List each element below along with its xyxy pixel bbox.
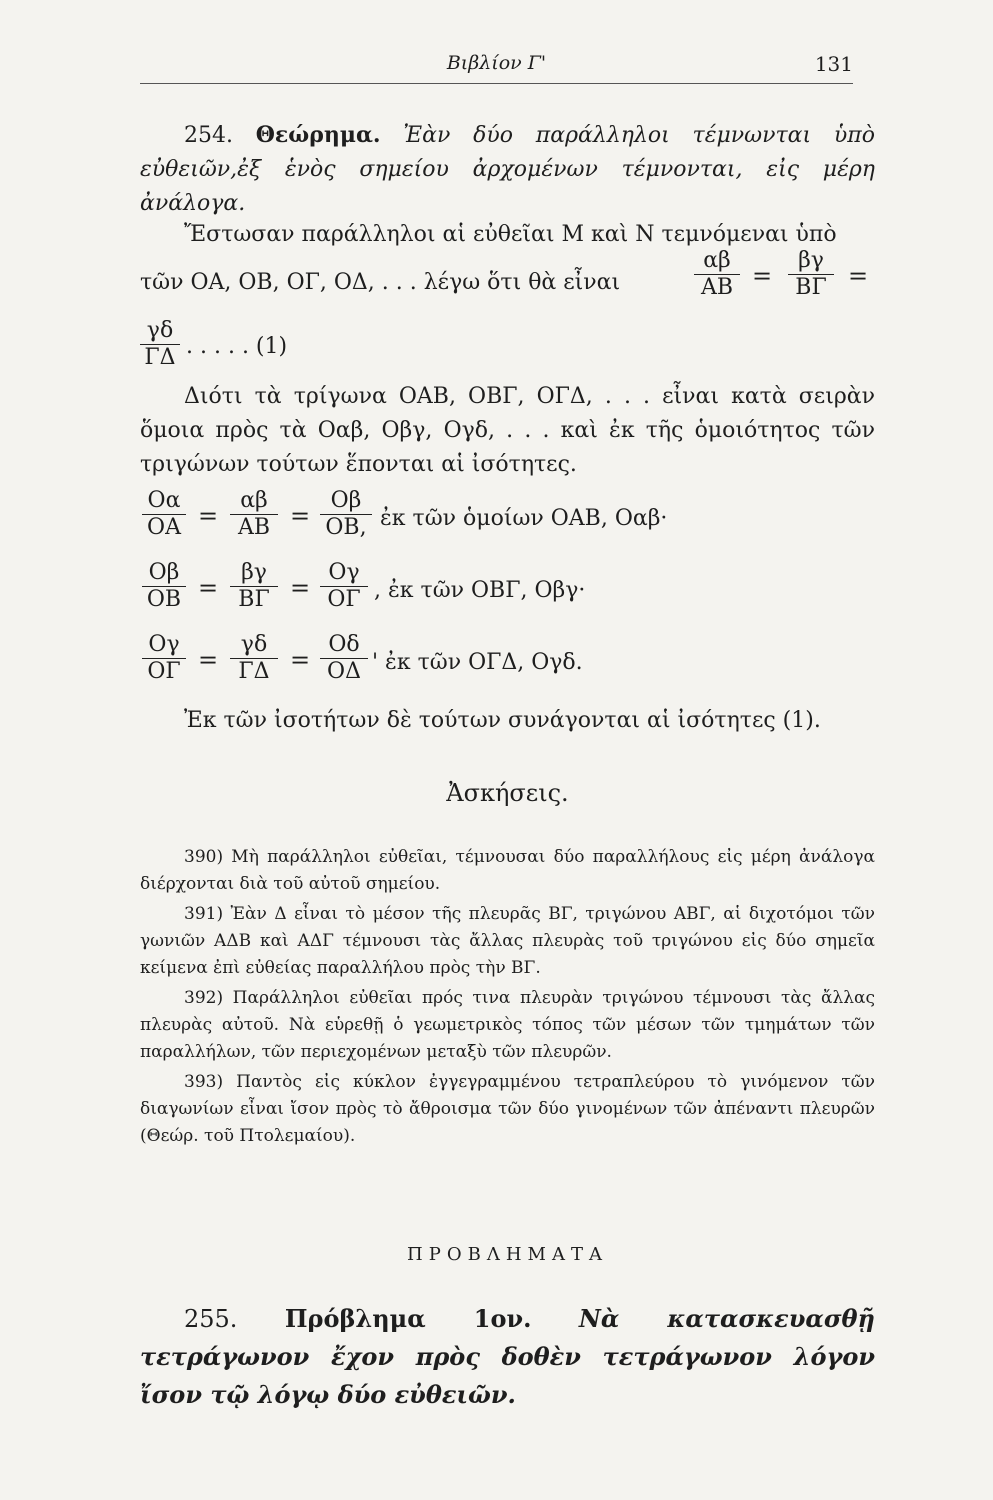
- eq3-a-num: Ογ: [148, 632, 180, 657]
- theorem-text: Ἐὰν δύο παράλληλοι τέμνωνται ὑπὸ εὐθειῶν,ἐξ ἑνὸς σημείου ἀρχομένων τέμνονται, εἰς μέρη ἀνάλογα.: [140, 123, 875, 216]
- problem-label: Πρόβλημα 1ον.: [284, 1304, 532, 1333]
- eq1-fraction-a: [140, 488, 188, 541]
- eq2-note: , ἐκ τῶν ΟΒΓ, Οβγ·: [374, 578, 586, 603]
- eq2-c-num: Ογ: [328, 560, 360, 585]
- claim-f1-num: αβ: [703, 248, 731, 273]
- eq3-note: ' ἐκ τῶν ΟΓΔ, Ογδ.: [372, 650, 583, 675]
- claim-fraction-3: [138, 318, 182, 371]
- claim-f3-num: γδ: [146, 318, 174, 343]
- exercise-390: 390) Μὴ παράλληλοι εὐθεῖαι, τέμνουσαι δύο παραλλήλους εἰς μέρη ἀνάλογα διέρχονται διὰ τοῦ αὐτοῦ σημείου.: [140, 847, 875, 894]
- eq2-b-den: ΒΓ: [238, 587, 270, 612]
- claim-f3-den: ΓΔ: [144, 345, 176, 370]
- eq1-fraction-c: [318, 488, 374, 541]
- claim-tail: . . . . . (1): [186, 334, 288, 359]
- claim-fraction-2: [786, 248, 836, 301]
- theorem-setup-line1: Ἔστωσαν παράλληλοι αἱ εὐθεῖαι Μ καὶ Ν τεμνόμεναι ὑπὸ: [184, 222, 837, 247]
- eq2-a-den: ΟΒ: [146, 587, 182, 612]
- problem-statement: Νὰ κατασκευασθῇ τετράγωνον ἔχον πρὸς δοθὲν τετράγωνον λόγον ἴσον τῷ λόγῳ δύο εὐθειῶν.: [140, 1304, 875, 1409]
- claim-fraction-1: [692, 248, 742, 301]
- equals-sign: =: [290, 646, 311, 674]
- eq3-fraction-b: [228, 632, 280, 685]
- eq3-c-den: ΟΔ: [327, 659, 361, 684]
- eq1-a-den: ΟΑ: [147, 515, 181, 540]
- eq2-a-num: Οβ: [148, 560, 180, 585]
- exercise-392: 392) Παράλληλοι εὐθεῖαι πρός τινα πλευρὰν τριγώνου τέμνουσι τὰς ἄλλας πλευρὰς αὐτοῦ. Νὰ εὑρεθῇ ὁ γεωμετρικὸς τόπος τῶν μέσων τῶν τμημάτων τῶν παραλλήλων, τῶν περιεχομένων μεταξὺ τῶν πλευρῶν.: [140, 988, 875, 1062]
- equals-sign: =: [848, 262, 869, 290]
- eq2-fraction-c: [318, 560, 370, 613]
- eq1-fraction-b: [228, 488, 280, 541]
- equals-sign: =: [198, 574, 219, 602]
- theorem-statement: [140, 118, 875, 221]
- header-rule: [140, 83, 853, 84]
- running-title: Βιβλίον Γ': [446, 52, 547, 74]
- exercise-393: 393) Παντὸς εἰς κύκλον ἐγγεγραμμένου τετραπλεύρου τὸ γινόμενον τῶν διαγωνίων εἶναι ἴσον πρὸς τὸ ἄθροισμα τῶν δύο γινομένων τῶν ἀπέναντι πλευρῶν (Θεώρ. τοῦ Πτολεμαίου).: [140, 1072, 875, 1146]
- theorem-number: 254.: [184, 123, 233, 148]
- eq3-a-den: ΟΓ: [147, 659, 181, 684]
- eq3-b-den: ΓΔ: [238, 659, 270, 684]
- claim-f1-den: ΑΒ: [700, 275, 734, 300]
- eq2-fraction-a: [140, 560, 188, 613]
- eq3-c-num: Οδ: [328, 632, 360, 657]
- equals-sign: =: [290, 574, 311, 602]
- problem-255: [140, 1300, 875, 1414]
- page-number: 131: [814, 52, 853, 76]
- equals-sign: =: [198, 646, 219, 674]
- conclusion-text: Ἐκ τῶν ἰσοτήτων δὲ τούτων συνάγονται αἱ ἰσότητες (1).: [184, 708, 821, 733]
- eq2-fraction-b: [228, 560, 280, 613]
- eq2-b-num: βγ: [241, 560, 267, 585]
- eq1-b-den: ΑΒ: [237, 515, 271, 540]
- claim-f2-den: ΒΓ: [795, 275, 827, 300]
- eq3-fraction-a: [140, 632, 188, 685]
- theorem-setup-line2: τῶν ΟΑ, ΟΒ, ΟΓ, ΟΔ, . . . λέγω ὅτι θὰ εἶναι: [140, 270, 621, 295]
- eq1-b-num: αβ: [240, 488, 268, 513]
- problem-number: 255.: [184, 1305, 238, 1333]
- eq3-fraction-c: [318, 632, 370, 685]
- exercises-heading: Ἀσκήσεις.: [446, 779, 569, 807]
- eq1-c-num: Οβ: [330, 488, 362, 513]
- equals-sign: =: [198, 502, 219, 530]
- proof-text: Διότι τὰ τρίγωνα ΟΑΒ, ΟΒΓ, ΟΓΔ, . . . εἶναι κατὰ σειρὰν ὅμοια πρὸς τὰ Οαβ, Οβγ, Ογδ, . . . καὶ ἐκ τῆς ὁμοιότητος τῶν τριγώνων τούτων ἕπονται αἱ ἰσότητες.: [140, 384, 875, 477]
- theorem-label: Θεώρημα.: [255, 122, 381, 148]
- eq1-a-num: Οα: [147, 488, 181, 513]
- exercises-list: [140, 844, 875, 1150]
- eq1-note: ἐκ τῶν ὁμοίων ΟΑΒ, Οαβ·: [380, 506, 668, 531]
- equals-sign: =: [752, 262, 773, 290]
- exercise-391: 391) Ἐὰν Δ εἶναι τὸ μέσον τῆς πλευρᾶς ΒΓ, τριγώνου ΑΒΓ, αἱ διχοτόμοι τῶν γωνιῶν ΑΔΒ καὶ ΑΔΓ τέμνουσι τὰς ἄλλας πλευρὰς τοῦ τριγώνου εἰς δύο σημεῖα κείμενα ἐπὶ εὐθείας παραλλήλου πρὸς τὴν ΒΓ.: [140, 904, 875, 978]
- eq2-c-den: ΟΓ: [327, 587, 361, 612]
- equals-sign: =: [290, 502, 311, 530]
- problems-heading: ΠΡΟΒΛΗΜΑΤΑ: [407, 1244, 608, 1265]
- page-header: [140, 48, 853, 84]
- eq3-b-num: γδ: [240, 632, 268, 657]
- claim-f2-num: βγ: [798, 248, 824, 273]
- eq1-c-den: ΟΒ,: [325, 515, 367, 540]
